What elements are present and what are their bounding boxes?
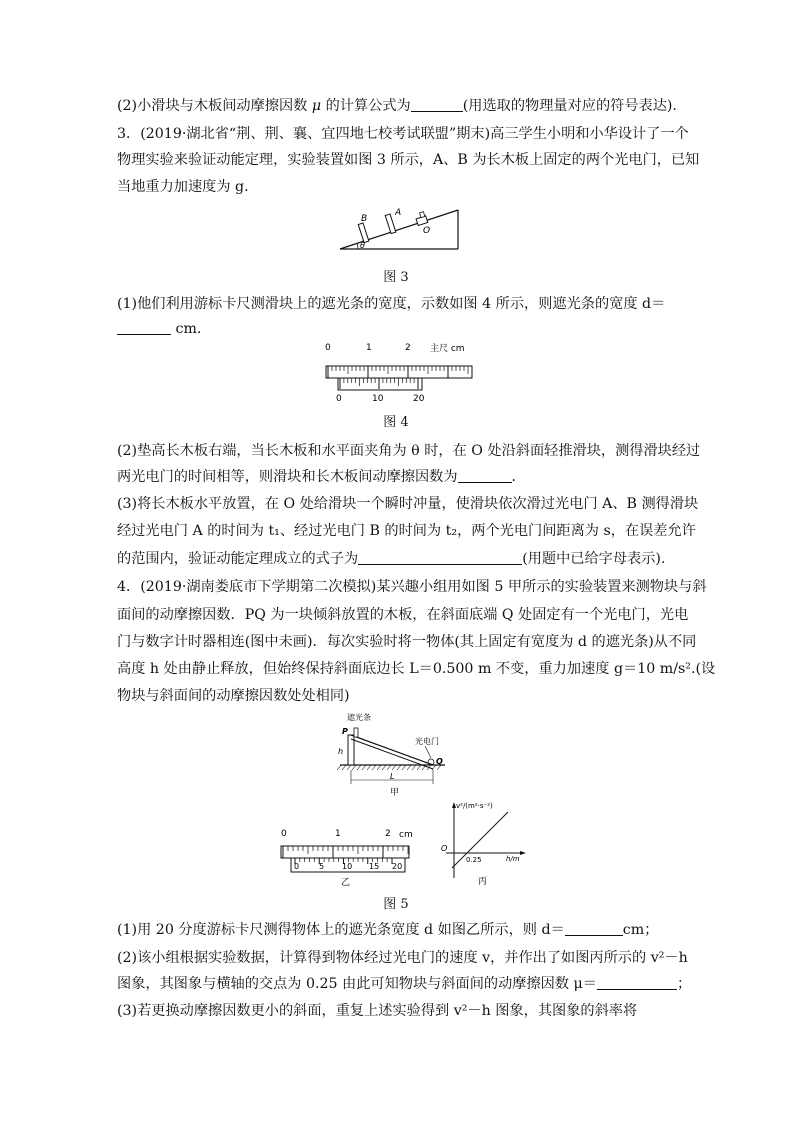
answer-blank[interactable]	[117, 320, 171, 335]
scale-tick	[342, 765, 346, 770]
main-scale-unit: 主尺 cm	[430, 344, 465, 354]
vernier-tick-label: 0	[336, 394, 342, 404]
main-tick-label: 0	[281, 829, 287, 839]
figure-5-yi	[275, 826, 415, 888]
scale-tick	[377, 765, 381, 770]
text-line: (1)他们利用游标卡尺测滑块上的遮光条的宽度，示数如图 4 所示，则遮光条的宽度 d＝	[117, 296, 666, 312]
text-line: (3)将长木板水平放置，在 O 处给滑块一个瞬时冲量，使滑块依次滑过光电门 A、B 测得滑块	[117, 496, 699, 512]
scale-tick	[417, 765, 421, 770]
label-jia: 甲	[390, 788, 400, 798]
text-line: (2)垫高长木板右端，当长木板和水平面夹角为 θ 时，在 O 处沿斜面轻推滑块，测得滑块经过	[117, 443, 701, 459]
answer-blank[interactable]	[597, 975, 677, 990]
text-line: 物理实验来验证动能定理，实验装置如图 3 所示，A、B 为长木板上固定的两个光电门，已知	[117, 152, 700, 168]
label-B: B	[361, 214, 368, 224]
label-zheguangtiao: 遮光条	[347, 713, 371, 722]
label-guangdianmen: 光电门	[415, 737, 439, 746]
label-theta: θ	[360, 241, 365, 250]
x-intercept-label: 0.25	[466, 856, 482, 864]
scale-tick	[387, 765, 391, 770]
figure-5-bing	[436, 798, 532, 886]
scale-tick	[382, 765, 386, 770]
answer-blank[interactable]	[411, 97, 463, 112]
text-line: 的范围内，验证动能定理成立的式子为 (用题中已给字母表示).	[117, 551, 666, 567]
figure-5-caption: 图 5	[383, 897, 409, 912]
label-A: A	[395, 208, 402, 218]
figure-4-caption: 图 4	[383, 415, 409, 430]
text-line: (1)用 20 分度游标卡尺测得物体上的遮光条宽度 d 如图乙所示，则 d＝ cm；	[117, 922, 659, 938]
vernier-tick-label: 0	[294, 862, 300, 871]
vernier-tick-label: 15	[369, 862, 380, 871]
text-line: 图象，其图象与横轴的交点为 0.25 由此可知物块与斜面间的动摩擦因数 μ＝ ；	[117, 976, 692, 992]
text-line: cm.	[117, 319, 682, 339]
text-line: 4．(2019·湖南娄底市下学期第二次模拟)某兴趣小组用如图 5 甲所示的实验装置来测物块与斜	[117, 579, 707, 595]
figure-3-caption: 图 3	[383, 270, 409, 285]
text-line: 高度 h 处由静止释放，但始终保持斜面底边长 L＝0.500 m 不变，重力加速度 g＝10 m/s².(设	[117, 661, 716, 677]
label-yi: 乙	[341, 878, 351, 888]
scale-tick	[372, 765, 376, 770]
text-line: 当地重力加速度为 g.	[117, 179, 249, 195]
vernier-tick-label: 20	[413, 394, 425, 404]
answer-blank[interactable]	[358, 550, 522, 565]
scale-tick	[392, 765, 396, 770]
label-bing: 丙	[478, 877, 488, 886]
scale-tick	[402, 765, 406, 770]
text-line: 物块与斜面间的动摩擦因数处处相同)	[117, 688, 350, 704]
text-line: 3．(2019·湖北省“荆、荆、襄、宜四地七校考试联盟”期末)高三学生小明和小华设计了一个	[117, 126, 689, 142]
figure-4-vernier	[318, 338, 478, 406]
label-O: O	[423, 226, 431, 236]
origin-label: O	[441, 844, 448, 853]
text-line: (3)若更换动摩擦因数更小的斜面，重复上述实验得到 v²－h 图象，其图象的斜率将	[117, 1003, 638, 1019]
scale-tick	[357, 765, 361, 770]
vernier-tick-label: 20	[392, 862, 403, 871]
vernier-tick-label: 10	[372, 394, 384, 404]
figure-3-incline	[336, 205, 466, 255]
axis-x-label: h/m	[506, 855, 520, 863]
scale-tick	[352, 765, 356, 770]
main-tick-label: 2	[405, 343, 411, 353]
main-scale-unit: cm	[399, 830, 413, 840]
label-h: h	[338, 747, 344, 756]
text-line: 面间的动摩擦因数．PQ 为一块倾斜放置的木板，在斜面底端 Q 处固定有一个光电门，光电	[117, 607, 689, 623]
label-L: L	[390, 772, 395, 781]
text-line: 门与数字计时器相连(图中未画)．每次实验时将一物体(其上固定有宽度为 d 的遮光条)从不同	[117, 634, 697, 650]
scale-tick	[407, 765, 411, 770]
vernier-tick-label: 10	[342, 862, 353, 871]
label-Q: Q	[436, 757, 443, 766]
label-P: P	[342, 727, 348, 736]
scale-tick	[347, 765, 351, 770]
scale-tick	[367, 765, 371, 770]
text-line: 经过光电门 A 的时间为 t₁、经过光电门 B 的时间为 t₂，两个光电门间距离为 s，在误差允许	[117, 523, 696, 539]
answer-blank[interactable]	[565, 921, 623, 936]
scale-tick	[397, 765, 401, 770]
main-tick-label: 1	[366, 343, 372, 353]
scale-tick	[362, 765, 366, 770]
axis-y-label: v²/(m²·s⁻²)	[456, 802, 493, 810]
question-2-formula-line: (2)小滑块与木板间动摩擦因数 μ 的计算公式为 (用选取的物理量对应的符号表达).	[117, 98, 677, 114]
scale-tick	[337, 765, 341, 770]
main-tick-label: 2	[385, 829, 391, 839]
main-tick-label: 1	[335, 829, 341, 839]
vernier-tick-label: 5	[319, 862, 325, 871]
figure-5-jia	[335, 708, 455, 798]
text-line: (2)该小组根据实验数据，计算得到物体经过光电门的速度 v，并作出了如图丙所示的 v²－h	[117, 950, 688, 966]
scale-tick	[412, 765, 416, 770]
answer-blank[interactable]	[458, 468, 512, 483]
text-line: 两光电门的时间相等，则滑块和长木板间动摩擦因数为 ．	[117, 469, 526, 485]
main-tick-label: 0	[325, 343, 331, 353]
